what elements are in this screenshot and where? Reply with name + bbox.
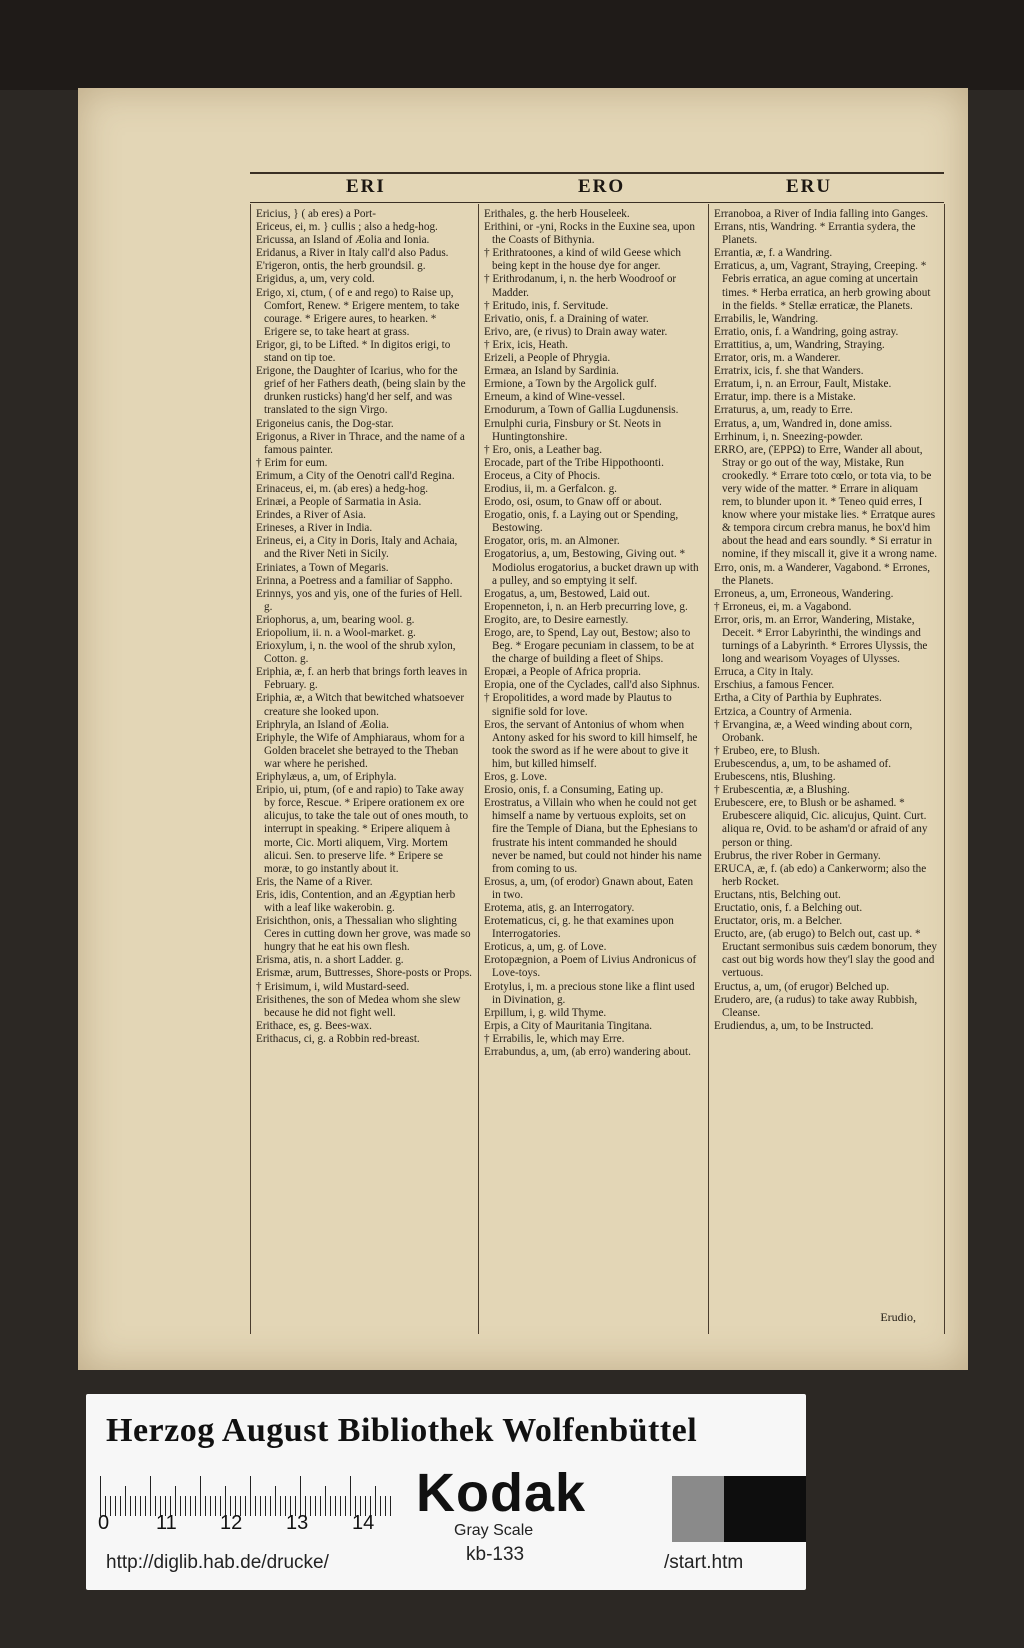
measurement-ruler xyxy=(100,1472,390,1516)
dictionary-entry: Erratus, a, um, Wandred in, done amiss. xyxy=(714,417,893,430)
dictionary-entry: Erogito, are, to Desire earnestly. xyxy=(484,613,629,626)
ruler-tick xyxy=(315,1496,316,1516)
ruler-tick xyxy=(350,1476,351,1516)
dictionary-entry: Ericussa, an Island of Æolia and Ionia. xyxy=(256,234,430,247)
header-left: ERI xyxy=(346,176,386,197)
dictionary-entry: Erodo, osi, osum, to Gnaw off or about. xyxy=(484,496,662,509)
dictionary-entry: Erithini, or -yni, Rocks in the Euxine sea, upon the Coasts of Bithynia. xyxy=(484,221,695,247)
dictionary-entry: Erivo, are, (e rivus) to Drain away water. xyxy=(484,325,668,338)
dictionary-entry: Error, oris, m. an Error, Wandering, Mistake, Deceit. * Error Labyrinthi, the windings and turnings of a Labyrinth. * Errores Ulyssis, the long and wearisom Voyages of Ulysses. xyxy=(714,613,928,666)
dictionary-entry: Eros, the servant of Antonius of whom when Antony asked for his sword to kill himself, he took the sword as if he were about to give it him, but killed himself. xyxy=(484,718,698,770)
dictionary-entry: Erruca, a City in Italy. xyxy=(714,666,814,679)
ruler-tick xyxy=(135,1496,136,1516)
dictionary-entry: Ericeus, ei, m. } cullis ; also a hedg-hog. xyxy=(256,221,438,234)
dictionary-entry: Erudiendus, a, um, to be Instructed. xyxy=(714,1019,874,1032)
library-name: Herzog August Bibliothek Wolfenbüttel xyxy=(106,1412,698,1449)
dictionary-entry: Eriphia, æ, f. an herb that brings forth leaves in February. g. xyxy=(256,666,468,692)
ruler-tick xyxy=(245,1496,246,1516)
dictionary-entry: Erineus, ei, a City in Doris, Italy and Achaia, and the River Neti in Sicily. xyxy=(256,535,458,561)
dictionary-entry: Eriphryla, an Island of Æolia. xyxy=(256,718,389,731)
ruler-tick xyxy=(375,1486,376,1516)
ruler-tick xyxy=(185,1496,186,1516)
ruler-tick xyxy=(270,1496,271,1516)
header-rule xyxy=(250,172,944,174)
catchword: Erudio, xyxy=(880,1310,916,1324)
dictionary-entry: E'rigeron, ontis, the herb groundsil. g. xyxy=(256,260,426,273)
ruler-tick xyxy=(100,1476,101,1516)
dictionary-entry: Ertha, a City of Parthia by Euphrates. xyxy=(714,692,882,705)
header-center: ERO xyxy=(578,176,626,197)
dictionary-entry: Erranoboa, a River of India falling into Ganges. xyxy=(714,208,929,220)
dictionary-entry: † Eritudo, inis, f. Servitude. xyxy=(484,299,609,312)
column-rule-2 xyxy=(708,204,709,1334)
dictionary-entry: Erigidus, a, um, very cold. xyxy=(256,273,375,286)
dictionary-entry: Erratum, i, n. an Errour, Fault, Mistake. xyxy=(714,378,892,391)
dictionary-entry: Eroticus, a, um, g. of Love. xyxy=(484,941,607,954)
dictionary-entry: Erogatio, onis, f. a Laying out or Spending, Bestowing. xyxy=(484,509,679,535)
dictionary-entry: † Errabilis, le, which may Erre. xyxy=(484,1032,625,1045)
dictionary-entry: † Erithratoones, a kind of wild Geese which being kept in the house dye for anger. xyxy=(484,247,681,273)
dictionary-entry: Ernodurum, a Town of Gallia Lugdunensis. xyxy=(484,404,679,417)
dictionary-entry: Erogatus, a, um, Bestowed, Laid out. xyxy=(484,587,650,600)
dictionary-entry: Erigoneius canis, the Dog-star. xyxy=(256,417,394,430)
dictionary-entry: Ertzica, a Country of Armenia. xyxy=(714,705,852,718)
dictionary-entry: Erschius, a famous Fencer. xyxy=(714,679,835,692)
dictionary-entry: † Ero, onis, a Leather bag. xyxy=(484,443,603,456)
dictionary-entry: ERRO, are, (ΈΡΡΩ) to Erre, Wander all about, Stray or go out of the way, Mistake, Run crookedly. * Errare toto cœlo, or tota via, to be very wide of the matter. * Errare in aliquam rem, to blunder upon it. * Teneo quid erres, I know where your mistake lies. * Erratque aures & tempora circum crebra manus, he box'd him about the head and ears soundly. * Si erratur in nomine, if they miscall it, give it a wrong name. xyxy=(714,443,937,561)
ruler-label: 11 xyxy=(156,1512,177,1534)
dictionary-entry: Eriopolium, ii. n. a Wool-market. g. xyxy=(256,627,416,639)
dictionary-entry: Erigonus, a River in Thrace, and the name of a famous painter. xyxy=(256,430,465,456)
dictionary-entry: Erioxylum, i, n. the wool of the shrub xylon, Cotton. g. xyxy=(256,640,456,666)
ruler-tick xyxy=(275,1486,276,1516)
dictionary-entry: † Eropolitides, a word made by Plautus to signifie sold for love. xyxy=(484,692,672,718)
dictionary-entry: Erisichthon, onis, a Thessalian who slighting Ceres in cutting down her grove, was made so hungry that he eat his own flesh. xyxy=(256,915,471,954)
ruler-tick xyxy=(110,1496,111,1516)
column-rule-right xyxy=(944,204,945,1334)
dictionary-entry: Erotematicus, ci, g. he that examines upon Interrogatories. xyxy=(484,915,674,941)
dictionary-entry: Erubescens, ntis, Blushing. xyxy=(714,771,836,784)
dictionary-entry: Eructus, a, um, (of erugor) Belched up. xyxy=(714,980,890,993)
ruler-tick xyxy=(120,1496,121,1516)
dictionary-entry: Erraticus, a, um, Vagrant, Straying, Creeping. * Febris erratica, an ague coming at uncertain times. * Herba erratica, an herb growing about in the fields. * Stellæ erraticæ, the Planets. xyxy=(714,260,931,312)
dictionary-entry: Eriphyle, the Wife of Amphiaraus, whom for a Golden bracelet she betrayed to the Theban war where he perished. xyxy=(256,731,465,770)
ruler-label: 14 xyxy=(352,1512,375,1534)
dictionary-entry: Erroneus, a, um, Erroneous, Wandering. xyxy=(714,587,894,600)
dictionary-entry: Erithace, es, g. Bees-wax. xyxy=(256,1019,372,1032)
ruler-tick xyxy=(310,1496,311,1516)
dictionary-entry: Errans, ntis, Wandring. * Errantia sydera, the Planets. xyxy=(714,221,916,247)
dictionary-entry: Erinnys, yos and yis, one of the furies of Hell. g. xyxy=(256,587,463,613)
dictionary-entry: Erinaceus, ei, m. (ab eres) a hedg-hog. xyxy=(256,482,429,495)
dictionary-entry: † Erim for eum. xyxy=(256,456,328,469)
dictionary-entry: Erubrus, the river Rober in Germany. xyxy=(714,849,881,862)
ruler-tick xyxy=(320,1496,321,1516)
dictionary-entry: Erpillum, i, g. wild Thyme. xyxy=(484,1006,607,1019)
scan-target-card xyxy=(86,1394,806,1590)
gray-scale-label: Gray Scale xyxy=(454,1522,534,1539)
dictionary-entry: Erogo, are, to Spend, Lay out, Bestow; also to Beg. * Erogare pecuniam in classem, to be at the charge of building a fleet of Ships. xyxy=(484,627,694,666)
dictionary-entry: Erocade, part of the Tribe Hippothoonti. xyxy=(484,456,664,469)
dictionary-entry: Eris, the Name of a River. xyxy=(256,875,373,888)
ruler-tick xyxy=(260,1496,261,1516)
ruler-tick xyxy=(340,1496,341,1516)
dictionary-entry: Eris, idis, Contention, and an Ægyptian herb with a leaf like wakerobin. g. xyxy=(256,888,456,914)
dictionary-entry: Erisithenes, the son of Medea whom she slew because he did not fight well. xyxy=(256,993,461,1019)
ruler-tick xyxy=(115,1496,116,1516)
dictionary-entry: Eropæi, a People of Africa propria. xyxy=(484,666,641,679)
dictionary-entry: Erudero, are, (a rudus) to take away Rubbish, Cleanse. xyxy=(714,993,918,1019)
dictionary-entry: Erotopægnion, a Poem of Livius Andronicus of Love-toys. xyxy=(484,954,697,980)
dictionary-entry: Erraturus, a, um, ready to Erre. xyxy=(714,404,853,417)
dictionary-entry: Ermæa, an Island by Sardinia. xyxy=(484,365,619,378)
dictionary-entry: Eropenneton, i, n. an Herb precurring love, g. xyxy=(484,600,688,613)
dictionary-entry: Erizeli, a People of Phrygia. xyxy=(484,352,611,365)
ruler-tick xyxy=(390,1496,391,1516)
dictionary-entry: Eridanus, a River in Italy call'd also Padus. xyxy=(256,247,449,260)
header-right: ERU xyxy=(786,176,833,197)
ruler-tick xyxy=(325,1486,326,1516)
dictionary-entry: Eripio, ui, ptum, (of e and rapio) to Take away by force, Rescue. * Eripere orationem ex ore alicujus, to take the tale out of ones mouth, to interrupt in speaking. * Eripere aliquem à morte, Cic. Morti aliquem, Virg. Mortem alicui. Sen. to preserve life. * Eripere se moræ, to go instantly about it. xyxy=(256,784,469,875)
ruler-tick xyxy=(265,1496,266,1516)
dictionary-entry: Erithacus, ci, g. a Robbin red-breast. xyxy=(256,1032,420,1045)
dictionary-entry: Erineses, a River in India. xyxy=(256,522,373,535)
dictionary-entry: Errabilis, le, Wandring. xyxy=(714,312,819,325)
dictionary-entry: Erro, onis, m. a Wanderer, Vagabond. * Errones, the Planets. xyxy=(714,561,931,587)
dictionary-entry: Errhinum, i, n. Sneezing-powder. xyxy=(714,430,863,443)
dictionary-entry: Errator, oris, m. a Wanderer. xyxy=(714,352,841,365)
dictionary-entry: † Erroneus, ei, m. a Vagabond. xyxy=(714,600,852,613)
column-center xyxy=(484,208,702,1336)
dictionary-entry: Erubescendus, a, um, to be ashamed of. xyxy=(714,757,892,770)
column-rule-1 xyxy=(478,204,479,1334)
ruler-tick xyxy=(190,1496,191,1516)
dictionary-entry: Erimum, a City of the Oenotri call'd Regina. xyxy=(256,469,455,482)
dictionary-entry: † Erubeo, ere, to Blush. xyxy=(714,744,820,757)
ruler-label: 0 xyxy=(98,1512,110,1534)
ruler-tick xyxy=(140,1496,141,1516)
dictionary-entry: † Erix, icis, Heath. xyxy=(484,338,568,351)
ruler-tick xyxy=(200,1476,201,1516)
ruler-tick xyxy=(180,1496,181,1516)
dictionary-entry: Erigone, the Daughter of Icarius, who for the grief of her Fathers death, (being slain by the drunken rusticks) hang'd her self, and was translated to the sign Virgo. xyxy=(256,365,466,417)
dictionary-entry: Erratrix, icis, f. she that Wanders. xyxy=(714,365,864,378)
header-underline xyxy=(250,202,944,203)
dictionary-entry: Ermione, a Town by the Argolick gulf. xyxy=(484,378,657,391)
dictionary-entry: Ericius, } ( ab eres) a Port- xyxy=(256,208,376,220)
ruler-tick xyxy=(210,1496,211,1516)
dictionary-entry: Eriniates, a Town of Megaris. xyxy=(256,561,389,574)
dictionary-entry: Erinæi, a People of Sarmatia in Asia. xyxy=(256,496,422,509)
dictionary-entry: Errattitius, a, um, Wandring, Straying. xyxy=(714,338,885,351)
dictionary-entry: Erigor, gi, to be Lifted. * In digitos erigi, to stand on tip toe. xyxy=(256,338,451,365)
dictionary-entry: Erubescere, ere, to Blush or be ashamed. * Erubescere aliquid, Cic. alicujus, Quint. Curt. aliqua re, Ovid. to be asham'd or afraid of any person or thing. xyxy=(714,797,928,849)
dictionary-entry: † Erisimum, i, wild Mustard-seed. xyxy=(256,980,410,993)
ruler-tick xyxy=(195,1496,196,1516)
dictionary-entry: Erosus, a, um, (of erodor) Gnawn about, Eaten in two. xyxy=(484,875,694,901)
dictionary-entry: Erisma, atis, n. a short Ladder. g. xyxy=(256,954,404,967)
dictionary-entry: Eriophorus, a, um, bearing wool. g. xyxy=(256,613,415,626)
column-left xyxy=(256,208,472,1336)
dictionary-entry: Erotylus, i, m. a precious stone like a flint used in Divination, g. xyxy=(484,980,695,1006)
dictionary-entry: † Erithrodanum, i, n. the herb Woodroof or Madder. xyxy=(484,273,677,299)
ruler-tick xyxy=(300,1476,301,1516)
dictionary-entry: Erratio, onis, f. a Wandring, going astray. xyxy=(714,325,899,338)
ruler-tick xyxy=(250,1476,251,1516)
dictionary-entry: Eriphia, æ, a Witch that bewitched whatsoever creature she looked upon. xyxy=(256,692,465,718)
ruler-tick xyxy=(345,1496,346,1516)
dictionary-entry: Erneum, a kind of Wine-vessel. xyxy=(484,391,626,404)
ruler-tick xyxy=(335,1496,336,1516)
url-left: http://diglib.hab.de/drucke/ xyxy=(106,1552,329,1573)
ruler-tick xyxy=(145,1496,146,1516)
dictionary-entry: Eructans, ntis, Belching out. xyxy=(714,888,841,901)
ruler-tick xyxy=(280,1496,281,1516)
ruler-tick xyxy=(380,1496,381,1516)
dictionary-entry: Eructator, oris, m. a Belcher. xyxy=(714,915,843,928)
dictionary-entry: Eropia, one of the Cyclades, call'd also Siphnus. xyxy=(484,679,700,692)
dictionary-entry: ERUCA, æ, f. (ab edo) a Cankerworm; also the herb Rocket. xyxy=(714,862,927,888)
dictionary-entry: Eructo, are, (ab erugo) to Belch out, cast up. * Eructant sermonibus suis cædem bonorum, they cast out big words how they'l slay the good and vertuous. xyxy=(714,928,938,980)
dictionary-entry: † Erubescentia, æ, a Blushing. xyxy=(714,784,850,797)
ruler-tick xyxy=(385,1496,386,1516)
dictionary-entry: Eros, g. Love. xyxy=(484,771,548,784)
dictionary-entry: Erivatio, onis, f. a Draining of water. xyxy=(484,312,649,325)
ruler-tick xyxy=(215,1496,216,1516)
dictionary-entry: Erinna, a Poetress and a familiar of Sappho. xyxy=(256,574,453,587)
ruler-tick xyxy=(205,1496,206,1516)
ruler-tick xyxy=(150,1476,151,1516)
dictionary-entry: Erindes, a River of Asia. xyxy=(256,509,366,522)
column-right xyxy=(714,208,940,1308)
shelf-code: kb-133 xyxy=(466,1544,525,1565)
black-swatch xyxy=(724,1476,806,1542)
ruler-label: 13 xyxy=(286,1512,309,1534)
ruler-tick xyxy=(255,1496,256,1516)
dictionary-entry: † Ervangina, æ, a Weed winding about corn, Orobank. xyxy=(714,718,913,744)
url-right: /start.htm xyxy=(664,1552,744,1573)
dictionary-entry: Ernulphi curia, Finsbury or St. Neots in Huntingtonshire. xyxy=(484,417,662,443)
dictionary-entry: Erratur, imp. there is a Mistake. xyxy=(714,391,856,404)
dictionary-entry: Eriphylæus, a, um, of Eriphyla. xyxy=(256,771,397,784)
dictionary-entry: Erismæ, arum, Buttresses, Shore-posts or Props. xyxy=(256,967,472,980)
dictionary-entry: Erogator, oris, m. an Almoner. xyxy=(484,535,620,548)
dictionary-entry: Erigo, xi, ctum, ( of e and rego) to Raise up, Comfort, Renew. * Erigere mentem, to take courage. * Erigere aures, to hearken. * Erigere se, to take heart at grass. xyxy=(256,286,460,338)
dictionary-entry: Errantia, æ, f. a Wandring. xyxy=(714,247,833,260)
dictionary-entry: Erogatorius, a, um, Bestowing, Giving out. * Modiolus erogatorius, a bucket drawn up with a pulley, and so emptying it self. xyxy=(484,548,699,587)
ruler-tick xyxy=(330,1496,331,1516)
dictionary-entry: Erpis, a City of Mauritania Tingitana. xyxy=(484,1019,653,1032)
dictionary-entry: Eroceus, a City of Phocis. xyxy=(484,469,601,482)
dictionary-entry: Eructatio, onis, f. a Belching out. xyxy=(714,901,863,914)
dictionary-entry: Erithales, g. the herb Houseleek. xyxy=(484,208,630,220)
dictionary-entry: Erotema, atis, g. an Interrogatory. xyxy=(484,901,635,914)
gray-swatch xyxy=(672,1476,724,1542)
ruler-tick xyxy=(125,1486,126,1516)
dictionary-entry: Erostratus, a Villain who when he could not get himself a name by vertuous exploits, set on fire the Temple of Diana, but the Ephesians to frustrate his intent commanded he should never be named, but could not hinder his name from coming to us. xyxy=(484,797,702,875)
column-rule-left xyxy=(250,204,251,1334)
kodak-logo: Kodak xyxy=(416,1463,587,1523)
dictionary-entry: Errabundus, a, um, (ab erro) wandering about. xyxy=(484,1046,691,1058)
dictionary-entry: Erosio, onis, f. a Consuming, Eating up. xyxy=(484,784,664,797)
dictionary-page xyxy=(78,88,968,1370)
ruler-tick xyxy=(130,1496,131,1516)
dictionary-entry: Erodius, ii, m. a Gerfalcon. g. xyxy=(484,482,617,495)
scan-background xyxy=(0,0,1024,90)
ruler-label: 12 xyxy=(220,1512,243,1534)
